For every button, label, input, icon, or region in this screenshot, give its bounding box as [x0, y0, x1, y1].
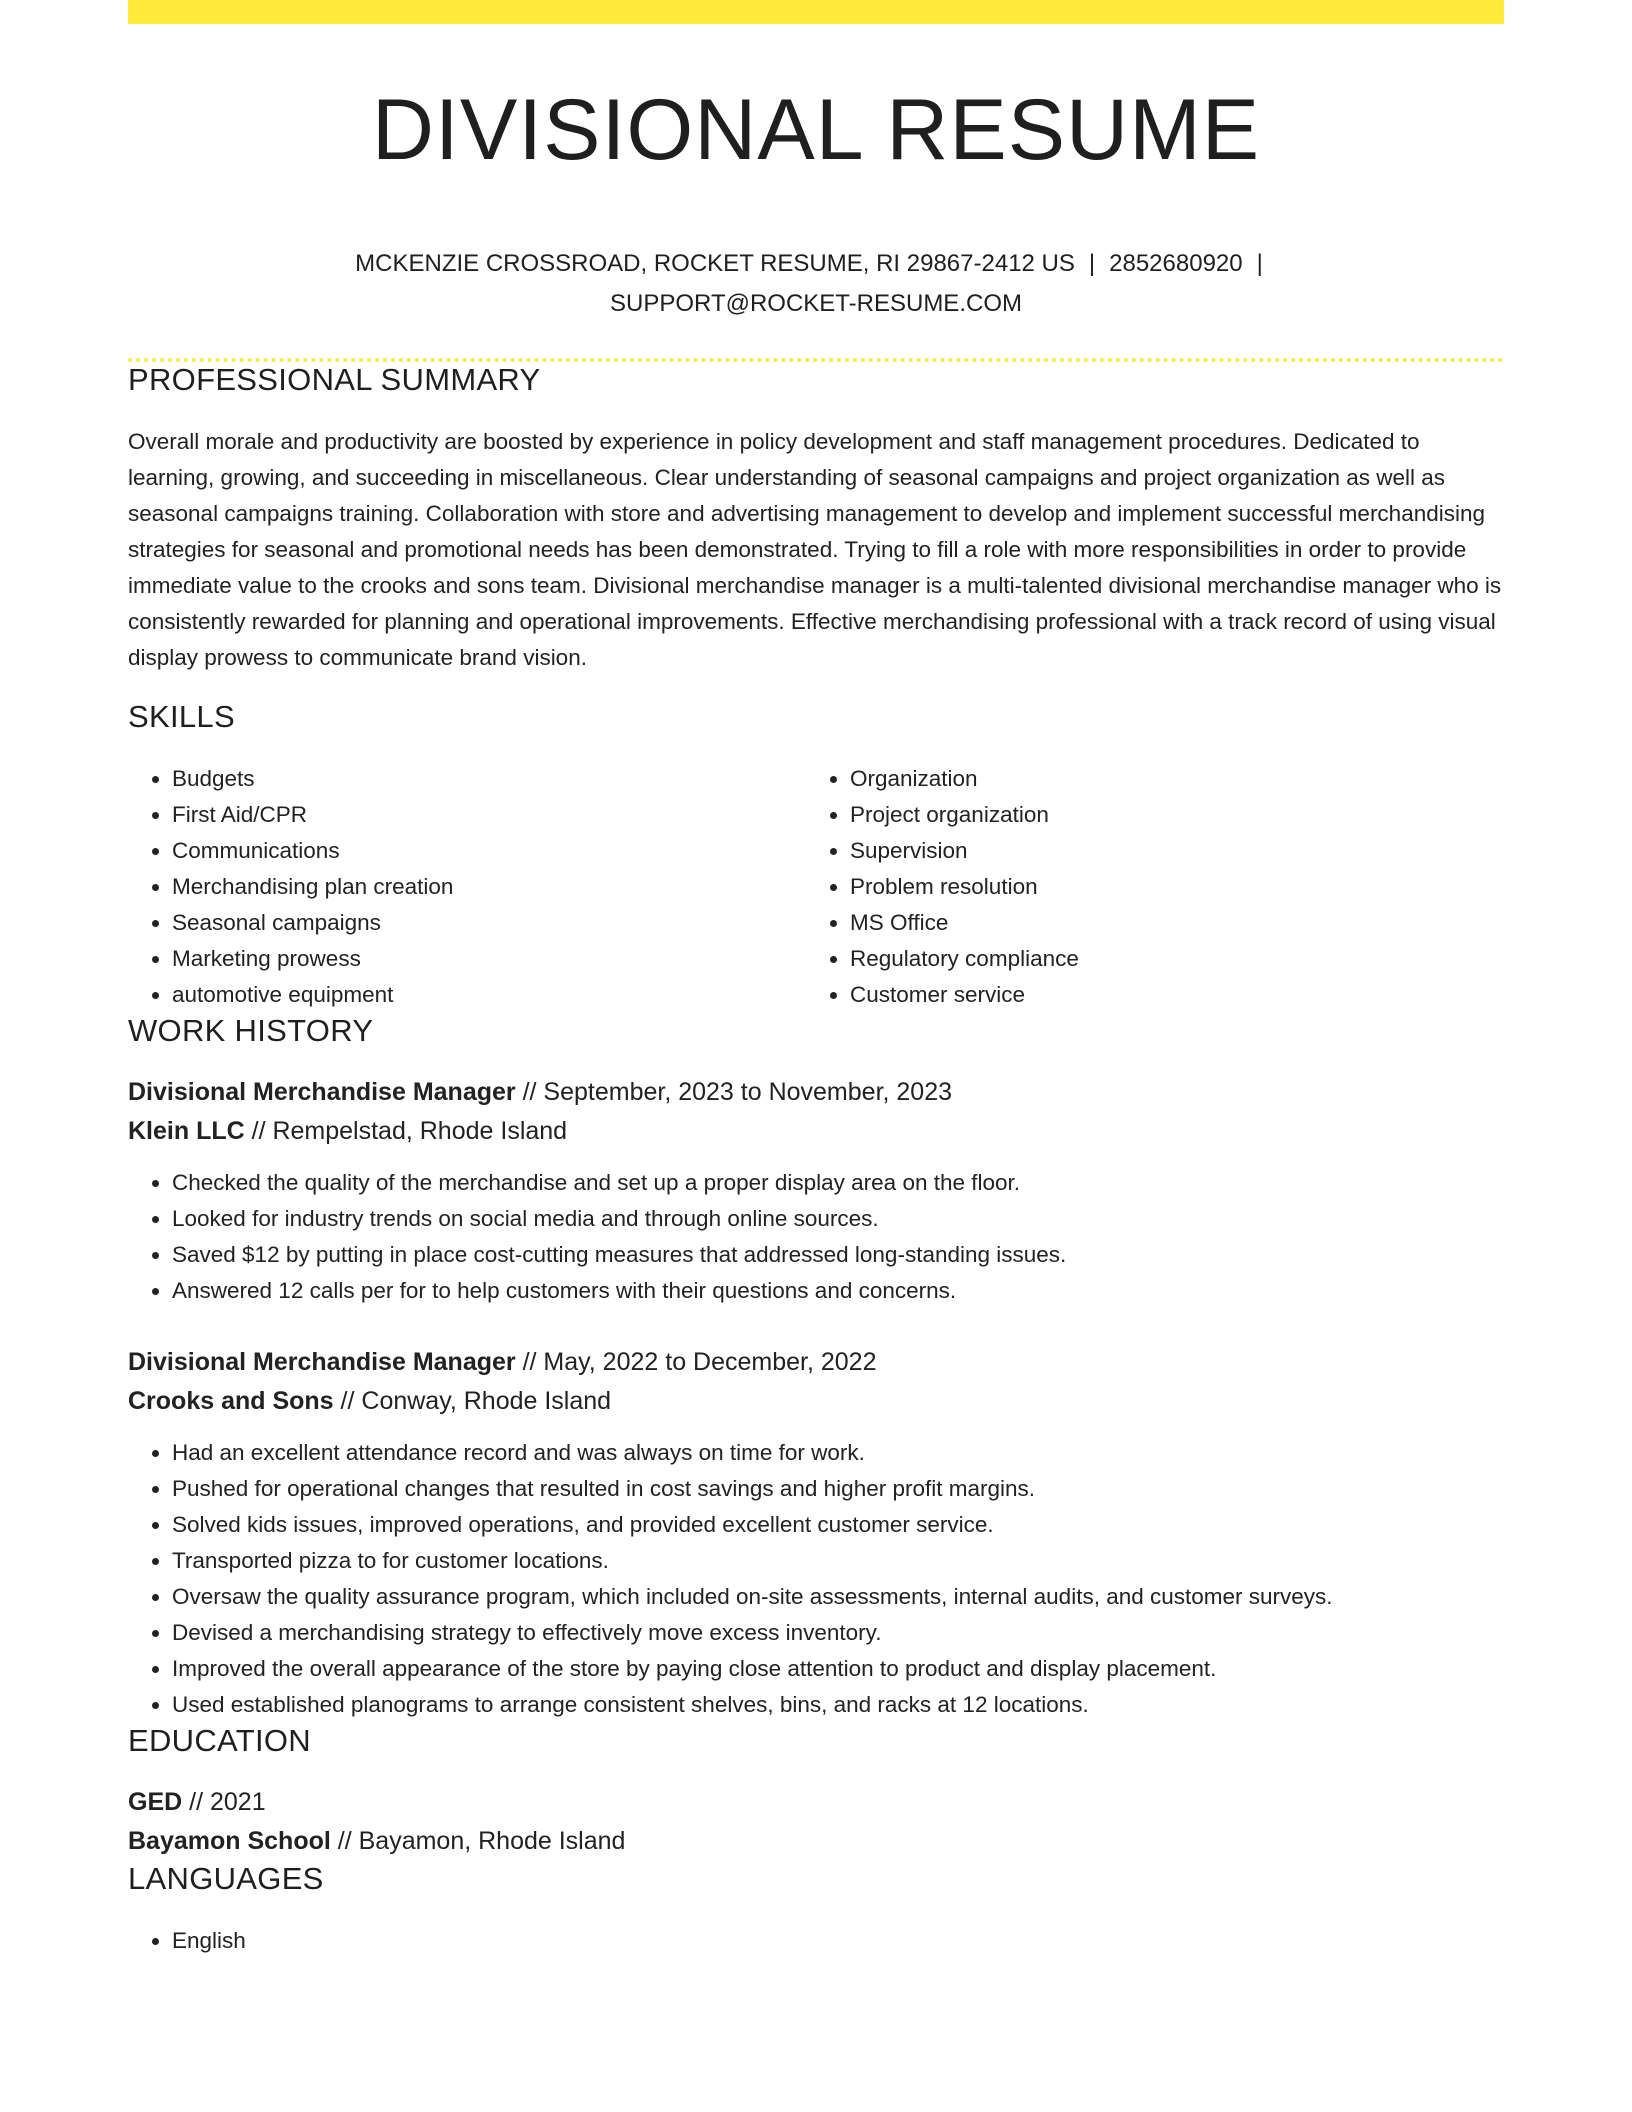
job-dates: // May, 2022 to December, 2022 [522, 1347, 877, 1376]
job-entry [128, 1073, 1504, 1309]
job-title: Divisional Merchandise Manager [128, 1347, 516, 1376]
contact-email: SUPPORT@ROCKET-RESUME.COM [610, 290, 1022, 317]
skill-item: • Customer service [850, 977, 1484, 1013]
skill-item: • MS Office [850, 905, 1484, 941]
contact-phone: 2852680920 [1109, 250, 1243, 277]
education-year: // 2021 [189, 1787, 266, 1816]
contact-separator: | [1088, 250, 1096, 277]
duty-item: • Looked for industry trends on social media and through online sources. [172, 1201, 1504, 1237]
skill-item: • First Aid/CPR [172, 797, 806, 833]
contact-info [128, 244, 1504, 324]
skill-item: • Supervision [850, 833, 1484, 869]
work-history-heading: WORK HISTORY [128, 1012, 374, 1048]
education-school-line [128, 1822, 1504, 1861]
duty-item: • Pushed for operational changes that resulted in cost savings and higher profit margins. [172, 1471, 1504, 1507]
job-duties [128, 1435, 1504, 1723]
duty-item: • Oversaw the quality assurance program, which included on-site assessments, internal audits, and customer surveys. [172, 1579, 1504, 1615]
job-company-line [128, 1112, 1504, 1151]
summary-text: Overall morale and productivity are boosted by experience in policy development and staff management procedures. Dedicated to learning, growing, and succeeding in miscellaneous. Clear understanding of seasonal campaigns and project organization as well as seasonal campaigns training. Collaboration with store and advertising management to develop and implement successful merchandising strategies for seasonal and promotional needs has been demonstrated. Trying to fill a role with more responsibilities in order to provide immediate value to the crooks and sons team. Divisional merchandise manager is a multi-talented divisional merchandise manager who is consistently rewarded for planning and operational improvements. Effective merchandising professional with a track record of using visual display prowess to communicate brand vision. [128, 429, 1502, 670]
skill-item: • Marketing prowess [172, 941, 806, 977]
resume-title: DIVISIONAL RESUME [371, 82, 1261, 178]
skills-heading: SKILLS [128, 698, 235, 734]
duty-item: • Transported pizza to for customer locations. [172, 1543, 1504, 1579]
job-location: // Rempelstad, Rhode Island [251, 1116, 568, 1145]
duty-item: • Saved $12 by putting in place cost-cutting measures that addressed long-standing issues. [172, 1237, 1504, 1273]
duty-item: • Solved kids issues, improved operations, and provided excellent customer service. [172, 1507, 1504, 1543]
contact-address: MCKENZIE CROSSROAD, ROCKET RESUME, RI 29867-2412 US [355, 250, 1075, 277]
skills-column-left [128, 761, 806, 1013]
language-item: • English [172, 1923, 1504, 1959]
contact-separator: | [1256, 250, 1263, 277]
skill-item: • Regulatory compliance [850, 941, 1484, 977]
skill-item: • Budgets [172, 761, 806, 797]
job-company: Crooks and Sons [128, 1386, 334, 1415]
education-school: Bayamon School [128, 1826, 331, 1855]
languages-list [128, 1923, 1504, 1959]
duty-item: • Devised a merchandising strategy to effectively move excess inventory. [172, 1615, 1504, 1651]
job-entry [128, 1343, 1504, 1723]
education-location: // Bayamon, Rhode Island [337, 1826, 626, 1855]
education-heading: EDUCATION [128, 1722, 311, 1758]
duty-item: • Improved the overall appearance of the store by paying close attention to product and display placement. [172, 1651, 1504, 1687]
skills-list [128, 761, 1504, 1013]
languages-heading: LANGUAGES [128, 1860, 324, 1896]
duty-item: • Answered 12 calls per for to help customers with their questions and concerns. [172, 1273, 1504, 1309]
skill-item: • Seasonal campaigns [172, 905, 806, 941]
skill-item: • automotive equipment [172, 977, 806, 1013]
skill-item: • Communications [172, 833, 806, 869]
education-degree-line [128, 1783, 1504, 1822]
job-company: Klein LLC [128, 1116, 245, 1145]
skill-item: • Organization [850, 761, 1484, 797]
job-title: Divisional Merchandise Manager [128, 1077, 516, 1106]
skills-column-right [806, 761, 1484, 1013]
summary-heading: PROFESSIONAL SUMMARY [128, 362, 541, 397]
job-title-line [128, 1073, 1504, 1112]
job-title-line [128, 1343, 1504, 1382]
skill-item: • Merchandising plan creation [172, 869, 806, 905]
job-location: // Conway, Rhode Island [340, 1386, 612, 1415]
resume-content [128, 0, 1504, 1959]
job-company-line [128, 1382, 1504, 1421]
duty-item: • Used established planograms to arrange consistent shelves, bins, and racks at 12 locations. [172, 1687, 1504, 1723]
education-degree: GED [128, 1787, 183, 1816]
duty-item: • Had an excellent attendance record and was always on time for work. [172, 1435, 1504, 1471]
job-duties [128, 1165, 1504, 1309]
duty-item: • Checked the quality of the merchandise and set up a proper display area on the floor. [172, 1165, 1504, 1201]
skill-item: • Problem resolution [850, 869, 1484, 905]
skill-item: • Project organization [850, 797, 1484, 833]
job-dates: // September, 2023 to November, 2023 [522, 1077, 953, 1106]
education-entry [128, 1783, 1504, 1861]
